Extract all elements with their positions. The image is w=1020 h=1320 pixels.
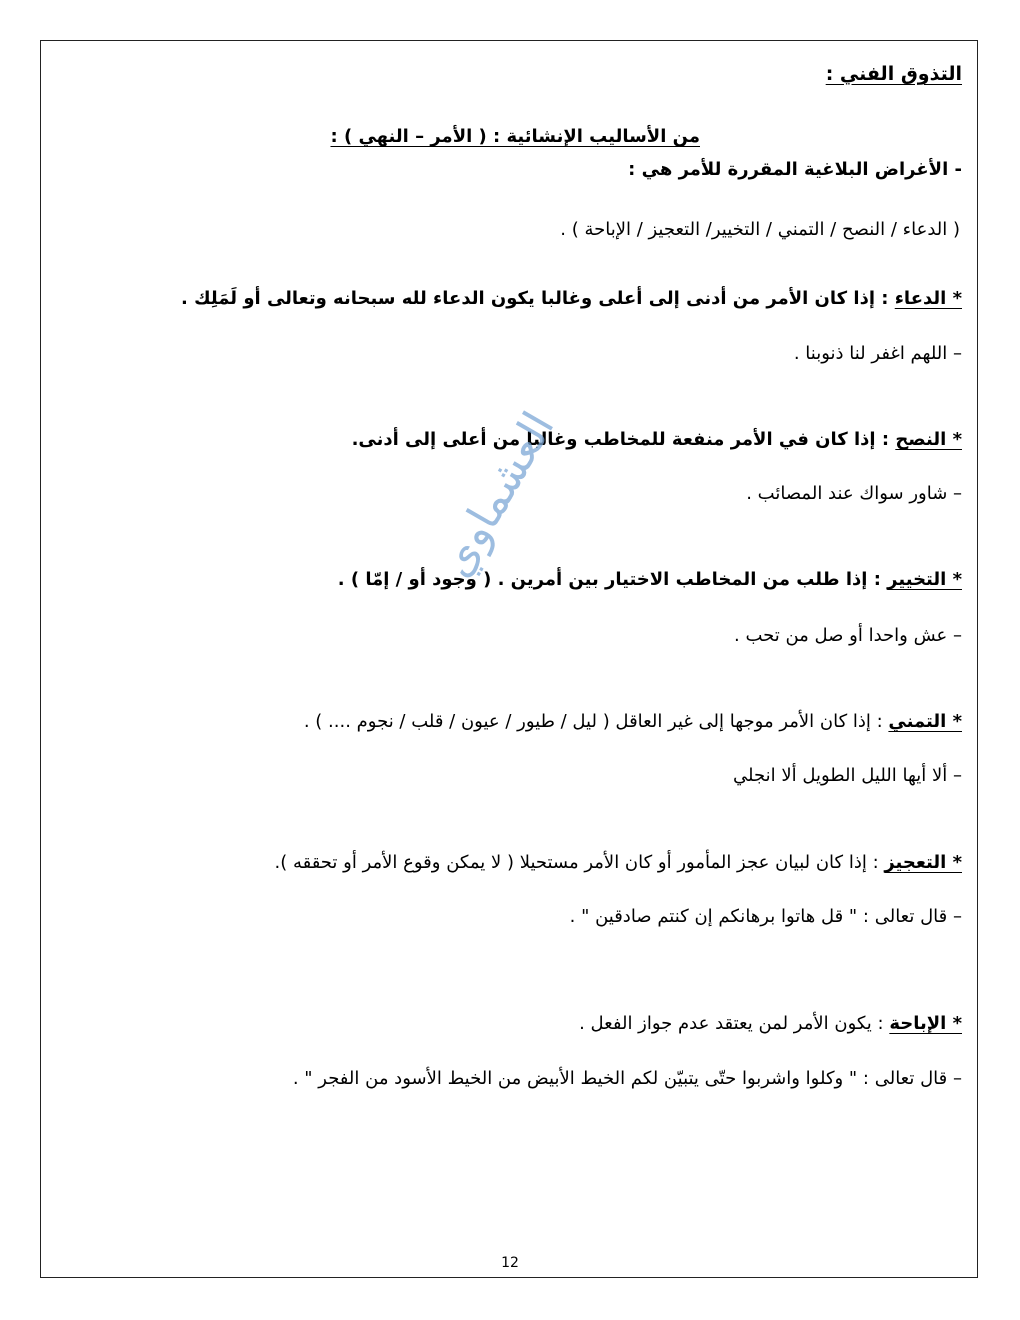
def-nush: : إذا كان في الأمر منفعة للمخاطب وغالبا من أعلى إلى أدنى.	[351, 429, 896, 450]
def-tamanni: : إذا كان الأمر موجها إلى غير العاقل ( ليل / طيور / عيون / قلب / نجوم .... ) .	[303, 711, 889, 732]
definition-takhyir	[338, 568, 962, 592]
example-nush: – شاور سواك عند المصائب .	[746, 483, 962, 504]
watermark: العشماوي	[430, 403, 565, 586]
page-heading: التذوق الفني :	[825, 63, 962, 85]
definition-nush	[352, 428, 962, 452]
definition-dua	[181, 287, 962, 311]
label-taajiz: * التعجيز	[884, 852, 962, 873]
purposes-list: ( الدعاء / النصح / التمني / التخيير/ التعجيز / الإباحة ) .	[560, 219, 960, 240]
definition-taajiz	[274, 851, 962, 875]
purposes-intro: - الأغراض البلاغية المقررة للأمر هي :	[628, 159, 962, 180]
definition-ibaha	[579, 1012, 962, 1036]
example-taajiz: – قال تعالى : " قل هاتوا برهانكم إن كنتم صادقين " .	[569, 906, 962, 927]
example-takhyir: – عش واحدا أو صل من تحب .	[734, 625, 962, 646]
def-taajiz: : إذا كان لبيان عجز المأمور أو كان الأمر مستحيلا ( لا يمكن وقوع الأمر أو تحققه ).	[274, 852, 885, 873]
def-dua: : إذا كان الأمر من أدنى إلى أعلى وغالبا يكون الدعاء لله سبحانه وتعالى أو لَمَلِك .	[181, 288, 895, 309]
label-ibaha: * الإباحة	[889, 1013, 962, 1034]
label-tamanni: * التمني	[888, 711, 962, 732]
example-tamanni: – ألا أيها الليل الطويل ألا انجلي	[733, 765, 962, 786]
def-takhyir: : إذا طلب من المخاطب الاختيار بين أمرين . ( وجود أو / إمّا ) .	[337, 569, 888, 590]
section-subheading: من الأساليب الإنشائية : ( الأمر – النهي ) :	[330, 126, 700, 147]
example-dua: – اللهم اغفر لنا ذنوبنا .	[793, 343, 962, 364]
def-ibaha: : يكون الأمر لمن يعتقد عدم جواز الفعل .	[579, 1013, 890, 1034]
example-ibaha: – قال تعالى : " وكلوا واشربوا حتّى يتبيّن لكم الخيط الأبيض من الخيط الأسود من الفجر " .	[292, 1068, 962, 1089]
page-number: 12	[501, 1255, 519, 1271]
label-takhyir: * التخيير	[887, 569, 962, 590]
label-nush: * النصح	[895, 429, 962, 450]
definition-tamanni	[304, 710, 962, 734]
label-dua: * الدعاء	[894, 288, 962, 309]
